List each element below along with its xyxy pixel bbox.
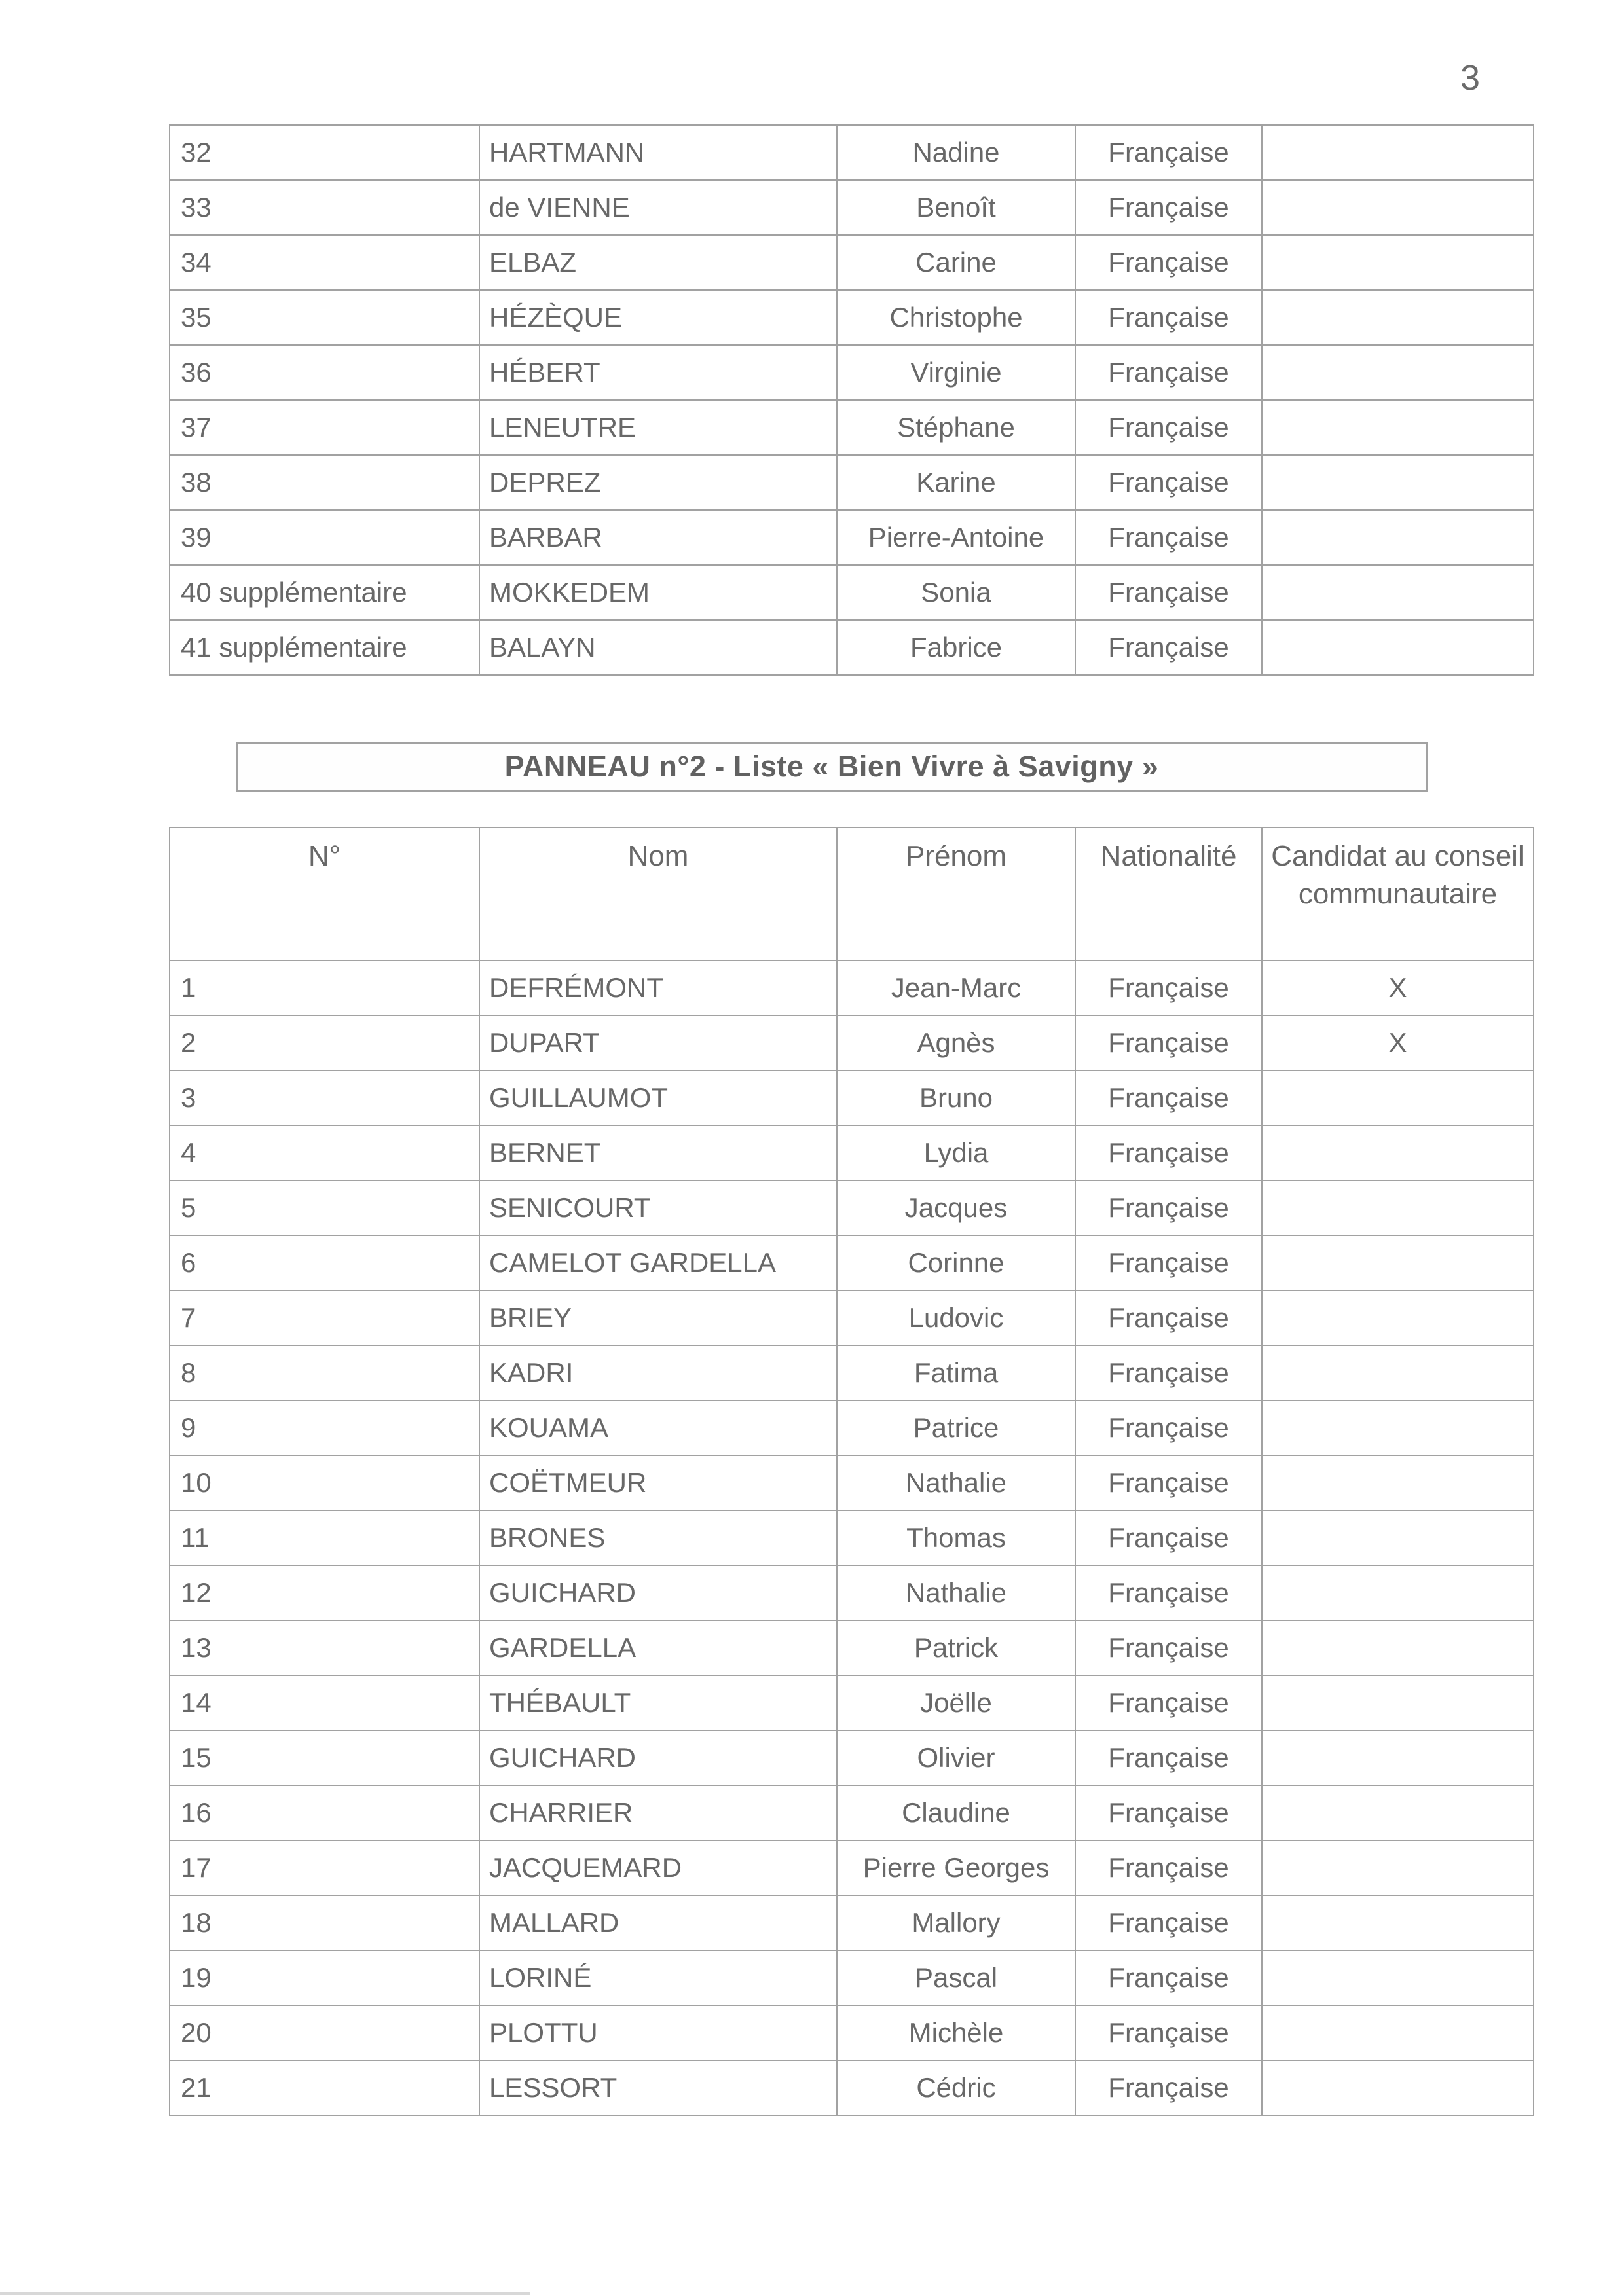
cell-candidat (1262, 2005, 1534, 2060)
cell-nom: CHARRIER (479, 1785, 837, 1840)
table-header-row (170, 828, 1534, 960)
col-header-candidat-conseil: Candidat au conseil communautaire (1262, 828, 1534, 960)
cell-candidat (1262, 1510, 1534, 1565)
table-header (170, 828, 1534, 960)
cell-numero: 40 supplémentaire (170, 565, 479, 620)
cell-nationalite: Française (1075, 290, 1262, 345)
table-row (170, 1455, 1534, 1510)
cell-nationalite: Française (1075, 510, 1262, 565)
cell-nationalite: Française (1075, 400, 1262, 455)
cell-prenom: Jacques (837, 1180, 1075, 1235)
cell-candidat (1262, 180, 1534, 235)
scan-artifact-line (0, 2292, 530, 2295)
cell-numero: 5 (170, 1180, 479, 1235)
cell-nationalite: Française (1075, 345, 1262, 400)
cell-nom: MALLARD (479, 1895, 837, 1950)
cell-candidat (1262, 2060, 1534, 2115)
cell-prenom: Carine (837, 235, 1075, 290)
cell-prenom: Nadine (837, 125, 1075, 180)
cell-prenom: Agnès (837, 1015, 1075, 1070)
cell-candidat (1262, 1840, 1534, 1895)
cell-candidat (1262, 1950, 1534, 2005)
cell-prenom: Lydia (837, 1125, 1075, 1180)
cell-numero: 33 (170, 180, 479, 235)
cell-nom: HÉZÈQUE (479, 290, 837, 345)
cell-nationalite: Française (1075, 2005, 1262, 2060)
cell-nom: BRONES (479, 1510, 837, 1565)
cell-prenom: Pierre Georges (837, 1840, 1075, 1895)
cell-nationalite: Française (1075, 1565, 1262, 1620)
cell-prenom: Pascal (837, 1950, 1075, 2005)
cell-nationalite: Française (1075, 1620, 1262, 1675)
cell-candidat (1262, 1455, 1534, 1510)
table-row (170, 960, 1534, 1015)
cell-candidat (1262, 1345, 1534, 1400)
table-row (170, 125, 1534, 180)
cell-numero: 19 (170, 1950, 479, 2005)
cell-prenom: Patrice (837, 1400, 1075, 1455)
cell-candidat (1262, 1235, 1534, 1290)
cell-numero: 11 (170, 1510, 479, 1565)
table-row (170, 1015, 1534, 1070)
cell-numero: 2 (170, 1015, 479, 1070)
cell-nom: KOUAMA (479, 1400, 837, 1455)
cell-candidat (1262, 1675, 1534, 1730)
cell-nom: DEFRÉMONT (479, 960, 837, 1015)
cell-numero: 8 (170, 1345, 479, 1400)
cell-candidat (1262, 345, 1534, 400)
cell-nationalite: Française (1075, 620, 1262, 675)
table-row (170, 1620, 1534, 1675)
cell-prenom: Virginie (837, 345, 1075, 400)
table-row (170, 1950, 1534, 2005)
table-row (170, 1675, 1534, 1730)
cell-nom: LENEUTRE (479, 400, 837, 455)
cell-nationalite: Française (1075, 1180, 1262, 1235)
cell-candidat (1262, 1785, 1534, 1840)
cell-prenom: Bruno (837, 1070, 1075, 1125)
table-row (170, 2060, 1534, 2115)
cell-numero: 41 supplémentaire (170, 620, 479, 675)
cell-nom: DEPREZ (479, 455, 837, 510)
candidates-table-panneau2 (169, 827, 1534, 2116)
cell-nom: HARTMANN (479, 125, 837, 180)
table-row (170, 290, 1534, 345)
cell-prenom: Claudine (837, 1785, 1075, 1840)
cell-prenom: Jean-Marc (837, 960, 1075, 1015)
table-row (170, 620, 1534, 675)
table-row (170, 1070, 1534, 1125)
cell-nationalite: Française (1075, 960, 1262, 1015)
cell-nationalite: Française (1075, 125, 1262, 180)
cell-nom: COËTMEUR (479, 1455, 837, 1510)
col-header-nom: Nom (479, 828, 837, 960)
cell-numero: 39 (170, 510, 479, 565)
cell-candidat (1262, 1070, 1534, 1125)
table-row (170, 1565, 1534, 1620)
table-row (170, 1345, 1534, 1400)
candidates-table-panneau1-continuation (169, 124, 1534, 676)
cell-nationalite: Française (1075, 1730, 1262, 1785)
cell-nationalite: Française (1075, 1950, 1262, 2005)
cell-prenom: Joëlle (837, 1675, 1075, 1730)
table-row (170, 1730, 1534, 1785)
cell-prenom: Thomas (837, 1510, 1075, 1565)
cell-nom: GUILLAUMOT (479, 1070, 837, 1125)
cell-prenom: Olivier (837, 1730, 1075, 1785)
col-header-prenom: Prénom (837, 828, 1075, 960)
cell-candidat (1262, 565, 1534, 620)
cell-candidat (1262, 1620, 1534, 1675)
cell-prenom: Corinne (837, 1235, 1075, 1290)
cell-candidat (1262, 455, 1534, 510)
cell-numero: 34 (170, 235, 479, 290)
table-row (170, 510, 1534, 565)
cell-numero: 21 (170, 2060, 479, 2115)
cell-nationalite: Française (1075, 1345, 1262, 1400)
cell-prenom: Fabrice (837, 620, 1075, 675)
cell-prenom: Nathalie (837, 1565, 1075, 1620)
cell-nom: ELBAZ (479, 235, 837, 290)
cell-nationalite: Française (1075, 1125, 1262, 1180)
cell-candidat (1262, 400, 1534, 455)
cell-prenom: Pierre-Antoine (837, 510, 1075, 565)
cell-nom: PLOTTU (479, 2005, 837, 2060)
cell-candidat (1262, 510, 1534, 565)
cell-candidat (1262, 1895, 1534, 1950)
col-header-numero: N° (170, 828, 479, 960)
cell-prenom: Mallory (837, 1895, 1075, 1950)
table-row (170, 1510, 1534, 1565)
cell-nationalite: Française (1075, 455, 1262, 510)
cell-prenom: Benoît (837, 180, 1075, 235)
cell-nationalite: Française (1075, 180, 1262, 235)
table-row (170, 455, 1534, 510)
cell-prenom: Patrick (837, 1620, 1075, 1675)
cell-nationalite: Française (1075, 1510, 1262, 1565)
cell-nom: BALAYN (479, 620, 837, 675)
cell-numero: 13 (170, 1620, 479, 1675)
cell-nom: BARBAR (479, 510, 837, 565)
cell-nationalite: Française (1075, 1400, 1262, 1455)
panel-title-box (236, 742, 1428, 792)
cell-prenom: Sonia (837, 565, 1075, 620)
cell-candidat (1262, 290, 1534, 345)
cell-numero: 7 (170, 1290, 479, 1345)
cell-numero: 38 (170, 455, 479, 510)
cell-numero: 9 (170, 1400, 479, 1455)
cell-numero: 36 (170, 345, 479, 400)
cell-nom: CAMELOT GARDELLA (479, 1235, 837, 1290)
cell-prenom: Cédric (837, 2060, 1075, 2115)
cell-candidat (1262, 620, 1534, 675)
cell-prenom: Nathalie (837, 1455, 1075, 1510)
table-row (170, 1180, 1534, 1235)
cell-numero: 16 (170, 1785, 479, 1840)
table-body (170, 960, 1534, 2115)
table-row (170, 1785, 1534, 1840)
cell-nationalite: Française (1075, 1840, 1262, 1895)
table-body (170, 125, 1534, 675)
cell-candidat (1262, 1290, 1534, 1345)
cell-candidat (1262, 1565, 1534, 1620)
cell-numero: 10 (170, 1455, 479, 1510)
cell-numero: 35 (170, 290, 479, 345)
cell-candidat (1262, 1400, 1534, 1455)
cell-numero: 12 (170, 1565, 479, 1620)
table-row (170, 400, 1534, 455)
cell-numero: 17 (170, 1840, 479, 1895)
table-row (170, 235, 1534, 290)
table-row (170, 2005, 1534, 2060)
cell-numero: 6 (170, 1235, 479, 1290)
cell-numero: 3 (170, 1070, 479, 1125)
cell-nationalite: Française (1075, 565, 1262, 620)
cell-candidat: X (1262, 960, 1534, 1015)
cell-nom: SENICOURT (479, 1180, 837, 1235)
cell-candidat: X (1262, 1015, 1534, 1070)
cell-numero: 20 (170, 2005, 479, 2060)
cell-nom: BRIEY (479, 1290, 837, 1345)
cell-nationalite: Française (1075, 1290, 1262, 1345)
table-row (170, 1125, 1534, 1180)
cell-nom: BERNET (479, 1125, 837, 1180)
cell-candidat (1262, 125, 1534, 180)
cell-prenom: Ludovic (837, 1290, 1075, 1345)
cell-numero: 37 (170, 400, 479, 455)
cell-nom: GARDELLA (479, 1620, 837, 1675)
cell-numero: 32 (170, 125, 479, 180)
cell-nom: THÉBAULT (479, 1675, 837, 1730)
cell-nationalite: Française (1075, 1675, 1262, 1730)
cell-nom: DUPART (479, 1015, 837, 1070)
page-number: 3 (1460, 58, 1481, 98)
cell-numero: 15 (170, 1730, 479, 1785)
table-row (170, 1840, 1534, 1895)
cell-prenom: Michèle (837, 2005, 1075, 2060)
table-row (170, 1895, 1534, 1950)
cell-nom: KADRI (479, 1345, 837, 1400)
table-row (170, 1400, 1534, 1455)
cell-nom: GUICHARD (479, 1565, 837, 1620)
cell-candidat (1262, 1125, 1534, 1180)
cell-nom: JACQUEMARD (479, 1840, 837, 1895)
col-header-nationalite: Nationalité (1075, 828, 1262, 960)
cell-nom: HÉBERT (479, 345, 837, 400)
cell-numero: 14 (170, 1675, 479, 1730)
cell-candidat (1262, 1730, 1534, 1785)
table-row (170, 565, 1534, 620)
cell-nom: de VIENNE (479, 180, 837, 235)
cell-nationalite: Française (1075, 1015, 1262, 1070)
cell-nom: LESSORT (479, 2060, 837, 2115)
cell-nationalite: Française (1075, 1455, 1262, 1510)
cell-nationalite: Française (1075, 235, 1262, 290)
cell-prenom: Christophe (837, 290, 1075, 345)
table-row (170, 345, 1534, 400)
cell-nationalite: Française (1075, 1785, 1262, 1840)
cell-nom: GUICHARD (479, 1730, 837, 1785)
cell-nom: MOKKEDEM (479, 565, 837, 620)
table-row (170, 180, 1534, 235)
cell-numero: 18 (170, 1895, 479, 1950)
cell-nationalite: Française (1075, 2060, 1262, 2115)
cell-nationalite: Française (1075, 1070, 1262, 1125)
cell-numero: 4 (170, 1125, 479, 1180)
cell-prenom: Fatima (837, 1345, 1075, 1400)
cell-candidat (1262, 1180, 1534, 1235)
cell-nom: LORINÉ (479, 1950, 837, 2005)
cell-candidat (1262, 235, 1534, 290)
table-row (170, 1235, 1534, 1290)
cell-prenom: Stéphane (837, 400, 1075, 455)
cell-prenom: Karine (837, 455, 1075, 510)
cell-numero: 1 (170, 960, 479, 1015)
panel-title: PANNEAU n°2 - Liste « Bien Vivre à Savigny » (504, 750, 1159, 783)
cell-nationalite: Française (1075, 1895, 1262, 1950)
table-row (170, 1290, 1534, 1345)
cell-nationalite: Française (1075, 1235, 1262, 1290)
